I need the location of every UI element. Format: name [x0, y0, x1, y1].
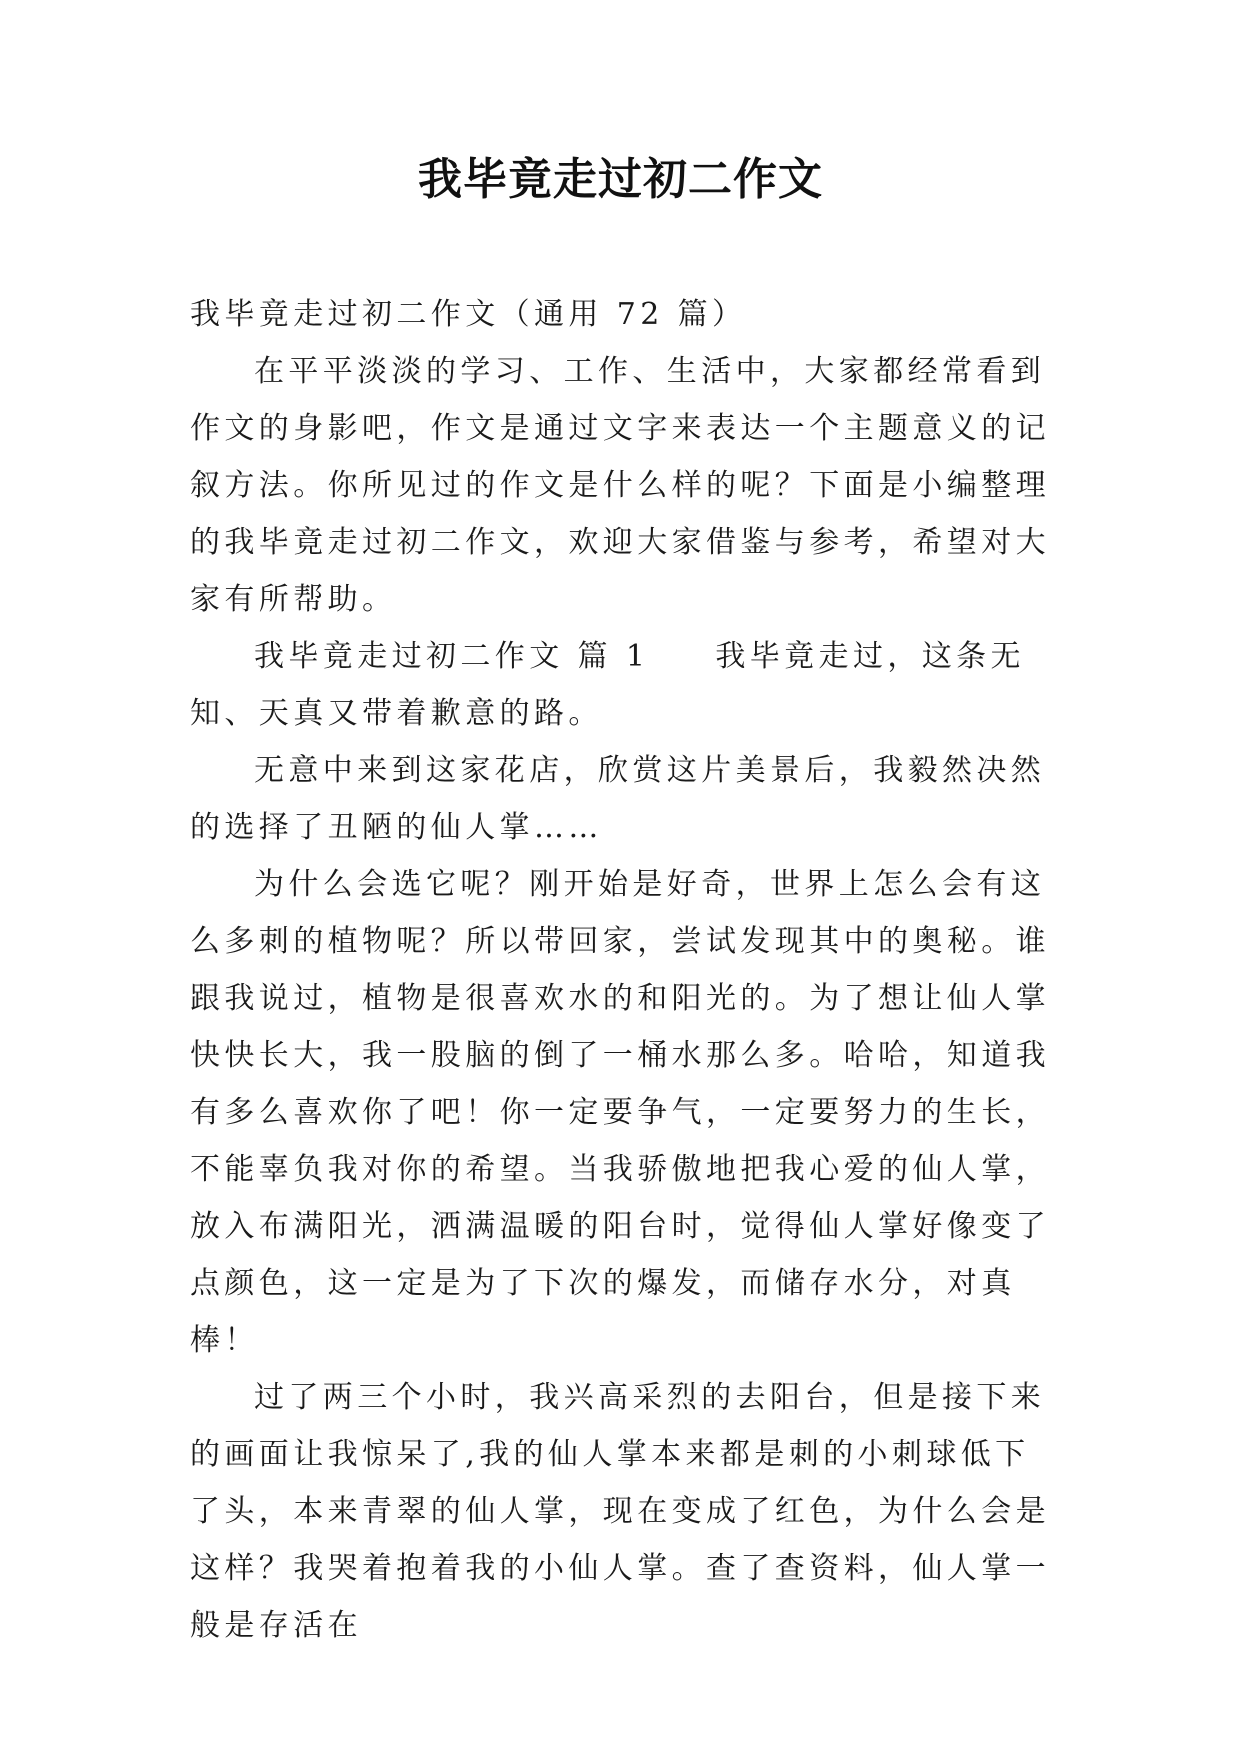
body-paragraph-2: 为什么会选它呢？刚开始是好奇，世界上怎么会有这么多刺的植物呢？所以带回家，尝试发现其中的奥秘。谁跟我说过，植物是很喜欢水的和阳光的。为了想让仙人掌快快长大，我一股脑的倒了一桶水那么多。哈哈，知道我有多么喜欢你了吧！你一定要争气，一定要努力的生长，不能辜负我对你的希望。当我骄傲地把我心爱的仙人掌，放入布满阳光，洒满温暖的阳台时，觉得仙人掌好像变了点颜色，这一定是为了下次的爆发，而储存水分，对真棒！ [190, 867, 1050, 1358]
body-paragraph-1: 无意中来到这家花店，欣赏这片美景后，我毅然决然的选择了丑陋的仙人掌…… [190, 753, 1046, 845]
body-paragraph-3: 过了两三个小时，我兴高采烈的去阳台，但是接下来的画面让我惊呆了,我的仙人掌本来都是刺的小刺球低下了头，本来青翠的仙人掌，现在变成了红色，为什么会是这样？我哭着抱着我的小仙人掌。查了查资料，仙人掌一般是存活在 [190, 1380, 1050, 1643]
document-subtitle: 我毕竟走过初二作文（通用 72 篇） [190, 297, 747, 332]
section-heading: 我毕竟走过初二作文 篇 1 [254, 639, 650, 674]
intro-paragraph: 在平平淡淡的学习、工作、生活中，大家都经常看到作文的身影吧，作文是通过文字来表达一个主题意义的记叙方法。你所见过的作文是什么样的呢？下面是小编整理的我毕竟走过初二作文，欢迎大家借鉴与参考，希望对大家有所帮助。 [190, 354, 1050, 617]
section-opening: 我毕竟走过，这条无知、天真又带着歉意的路。 [190, 639, 1025, 731]
document-body [190, 286, 1052, 1654]
document-title: 我毕竟走过初二作文 [418, 154, 823, 205]
section-1-paragraph [190, 628, 1052, 742]
